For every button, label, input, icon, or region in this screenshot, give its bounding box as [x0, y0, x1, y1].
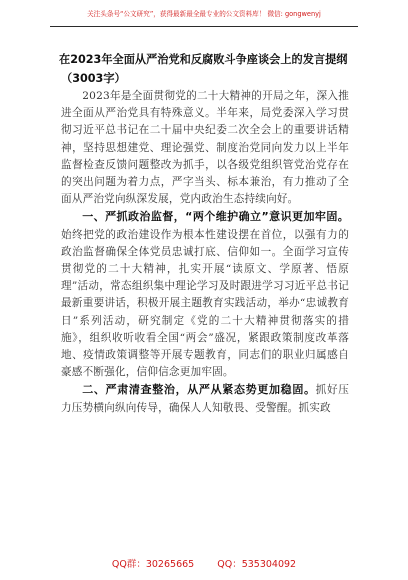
page-footer	[0, 559, 408, 571]
intro-paragraph: 2023年是全面贯彻党的二十大精神的开局之年，深入推进全面从严治党具有特殊意义。半年来，局党委深入学习贯彻习近平总书记在二十届中央纪委二次全会上的重要讲话精神，坚持思想建党、理论强党、制度治党同向发力以上半年监督检查反馈问题整改为抓手，以各级党组织管党治党存在的突出问题为着力点，严字当头、标本兼治，有力推动了全面从严治党向纵深发展，党内政治生态持续向好。	[61, 90, 349, 206]
section-2-paragraph	[61, 381, 349, 416]
footer-qq-group: QQ群：30265665	[111, 559, 195, 570]
section-2-body: 抓好压力压势横向纵向传导，确保人人知敬畏、受警醒。抓实政	[61, 384, 350, 414]
footer-qq: QQ：535304092	[217, 559, 297, 570]
title-line-1: 在2023年全面从严治党和反腐败斗争座谈会上的发言提纲	[59, 53, 348, 66]
section-1-paragraph	[61, 208, 349, 381]
section-1-body: 始终把党的政治建设作为根本性建设摆在首位，以强有力的政治监督确保全体党员忠诚打底、信仰如一。全面学习宣传贯彻党的二十大精神，扎实开展“读原文、学原著、悟原理”活动，常态组织集中理论学习及时跟进学习习近平总书记最新重要讲话，积极开展主题教育实践活动，举办“忠诚教育日”系列活动，研究制定《党的二十大精神贯彻落实的措施》，组织收听收看全国“两会”盛况，紧跟政策制度改革落地、疫情政策调整等开展专题教育，同志们的职业归属感自豪感不断强化，信仰信念更加牢固。	[61, 228, 349, 379]
document-body	[61, 50, 349, 417]
section-2-heading: 二、严肃清查整治，从严从紧态势更加稳固。	[82, 383, 316, 397]
title-line-2: （3003字）	[61, 72, 126, 85]
section-1-heading: 一、严抓政治监督，“两个维护确立”意识更加牢固。	[82, 210, 349, 224]
header-notice: 关注头条号“公文研究”，获得最新最全最专业的公文资料库！ 微信: gongwenyj	[87, 10, 321, 18]
document-title	[61, 50, 349, 88]
header-divider	[50, 26, 358, 27]
page-header	[50, 8, 358, 34]
